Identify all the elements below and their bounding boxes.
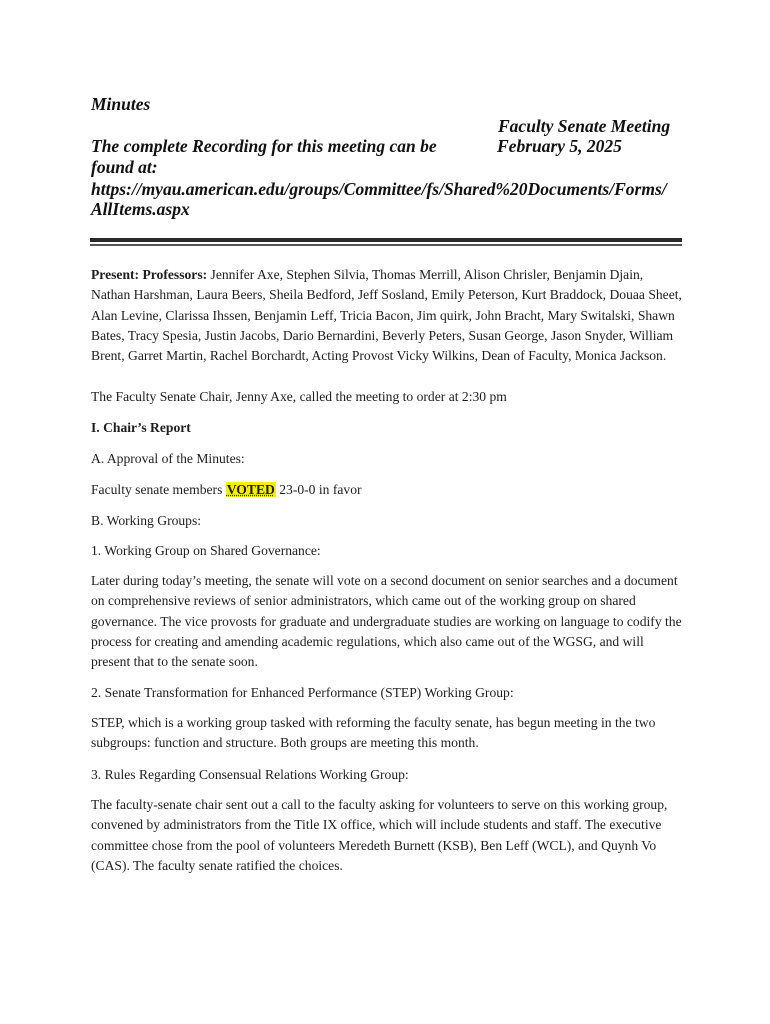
recording-url-line1: https://myau.american.edu/groups/Committee/fs/Shared%20Documents/Forms/ — [91, 179, 667, 199]
wg1-title: 1. Working Group on Shared Governance: — [91, 543, 321, 558]
wg2-paragraph: STEP, which is a working group tasked with reforming the faculty senate, has begun meeting in the two subgroups: function and structure. Both groups are meeting this month. — [91, 715, 656, 751]
attendance-paragraph — [91, 265, 683, 366]
wg3-paragraph: The faculty-senate chair sent out a call to the faculty asking for volunteers to serve on this working group, convened by administrators from the Title IX office, which will include students and staff. The executive committee chose from the pool of volunteers Meredeth Burnett (KSB), Ben Leff (WCL), and Quynh Vo (CAS). The faculty senate ratified the choices. — [91, 797, 668, 873]
recording-url-line2: AllItems.aspx — [91, 199, 190, 219]
wg2-title: 2. Senate Transformation for Enhanced Performance (STEP) Working Group: — [91, 685, 514, 700]
subsection-working-groups: B. Working Groups: — [91, 513, 202, 528]
wg3-title: 3. Rules Regarding Consensual Relations Working Group: — [91, 767, 409, 782]
vote-prefix: Faculty senate members — [91, 482, 226, 497]
minutes-heading: Minutes — [91, 94, 151, 114]
wg1-paragraph: Later during today’s meeting, the senate will vote on a second document on senior searches and a document on comprehensive reviews of senior administrators, which came out of the working group on shared governance. The vice provosts for graduate and undergraduate studies are working on language to codify the process for creating and amending academic regulations, which also came out of the WGSG, and will present that to the senate soon. — [91, 573, 682, 670]
header-divider-thin — [90, 244, 682, 246]
voted-highlight: VOTED — [226, 482, 275, 497]
meeting-name: Faculty Senate Meeting — [498, 116, 671, 136]
vote-result — [91, 480, 683, 500]
present-label: Present: Professors: — [91, 267, 208, 282]
recording-note-line2: found at: — [91, 157, 158, 177]
present-names: Jennifer Axe, Stephen Silvia, Thomas Merrill, Alison Chrisler, Benjamin Djain, Nathan Harshman, Laura Beers, Sheila Bedford, Jeff Sosland, Emily Peterson, Kurt Braddock, Douaa Sheet, Alan Levine, Clarissa Ihssen, Benjamin Leff, Tricia Bacon, Jim quirk, John Bracht, Mary Switalski, Shawn Bates, Tracy Spesia, Justin Jacobs, Dario Bernardini, Beverly Peters, Susan George, Jason Snyder, William Brent, Garret Martin, Rachel Borchardt, Acting Provost Vicky Wilkins, Dean of Faculty, Monica Jackson. — [91, 267, 682, 364]
section-heading-chairs-report: I. Chair’s Report — [91, 420, 191, 435]
call-to-order: The Faculty Senate Chair, Jenny Axe, called the meeting to order at 2:30 pm — [91, 389, 507, 404]
header-divider-thick — [90, 238, 682, 242]
subsection-approval-of-minutes: A. Approval of the Minutes: — [91, 451, 245, 466]
recording-note-line1: The complete Recording for this meeting can be — [91, 136, 437, 156]
meeting-date: February 5, 2025 — [497, 136, 622, 156]
vote-suffix: 23-0-0 in favor — [275, 482, 362, 497]
